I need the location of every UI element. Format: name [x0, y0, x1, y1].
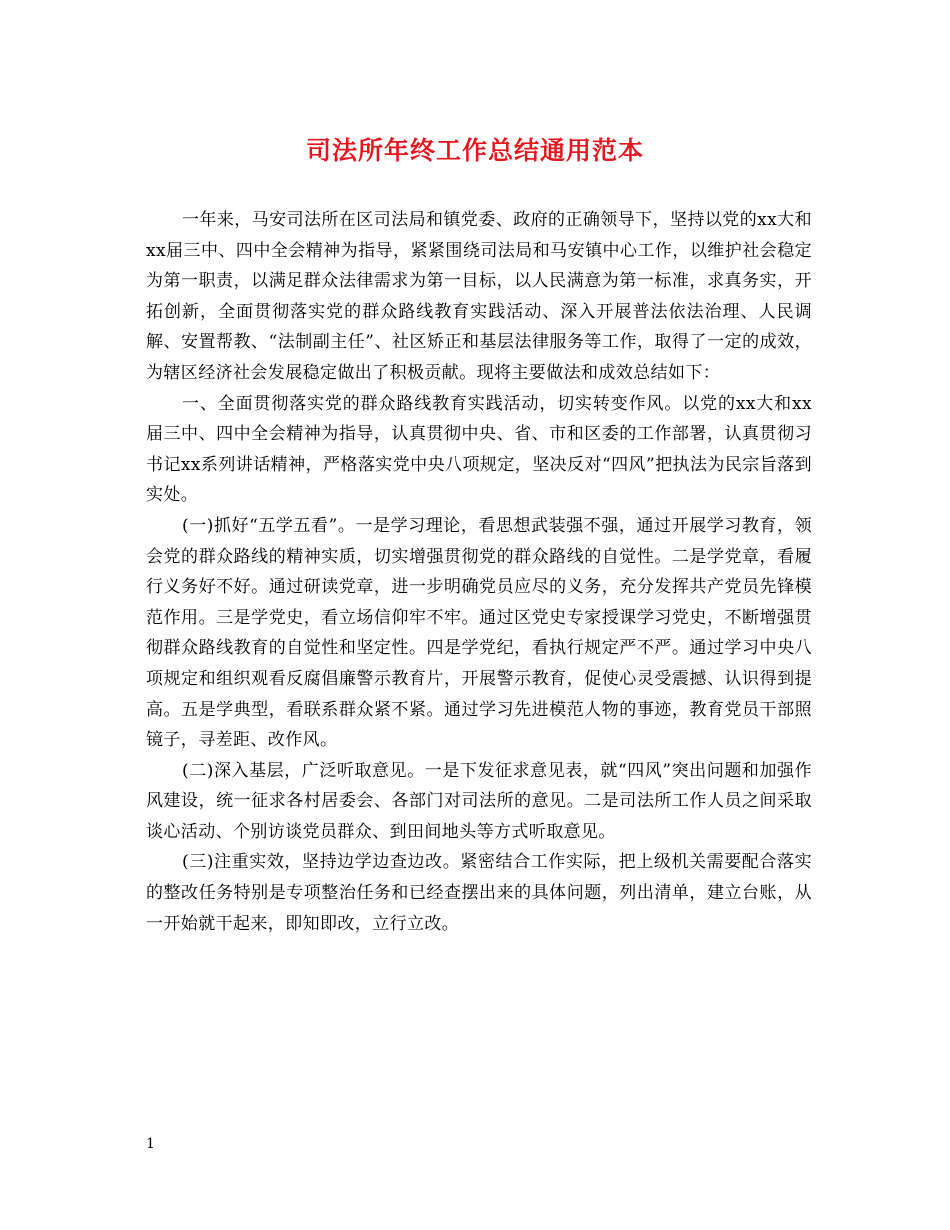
document-body [146, 205, 812, 939]
paragraph-subsection-3: (三)注重实效，坚持边学边查边改。紧密结合工作实际，把上级机关需要配合落实的整改任务特别是专项整治任务和已经查摆出来的具体问题，列出清单，建立台账，从一开始就干起来，即知即改，立行立改。 [146, 852, 812, 934]
paragraph-subsection-1: (一)抓好“五学五看”。一是学习理论，看思想武装强不强，通过开展学习教育，领会党的群众路线的精神实质，切实增强贯彻党的群众路线的自觉性。二是学党章，看履行义务好不好。通过研读党章，进一步明确党员应尽的义务，充分发挥共产党员先锋模范作用。三是学党史，看立场信仰牢不牢。通过区党史专家授课学习党史，不断增强贯彻群众路线教育的自觉性和坚定性。四是学党纪，看执行规定严不严。通过学习中央八项规定和组织观看反腐倡廉警示教育片，开展警示教育，促使心灵受震撼、认识得到提高。五是学典型，看联系群众紧不紧。通过学习先进模范人物的事迹，教育党员干部照镜子，寻差距、改作风。 [146, 515, 812, 751]
paragraph-subsection-2: (二)深入基层，广泛听取意见。一是下发征求意见表，就“四风”突出问题和加强作风建设，统一征求各村居委会、各部门对司法所的意见。二是司法所工作人员之间采取谈心活动、个别访谈党员群众、到田间地头等方式听取意见。 [146, 760, 812, 842]
document-title: 司法所年终工作总结通用范本 [305, 136, 644, 165]
paragraph-section-1: 一、全面贯彻落实党的群众路线教育实践活动，切实转变作风。以党的xx大和xx届三中、四中全会精神为指导，认真贯彻中央、省、市和区委的工作部署，认真贯彻习书记xx系列讲话精神，严格落实党中央八项规定，坚决反对“四风”把执法为民宗旨落到实处。 [146, 393, 812, 506]
paragraph-intro: 一年来，马安司法所在区司法局和镇党委、政府的正确领导下，坚持以党的xx大和xx届三中、四中全会精神为指导，紧紧围绕司法局和马安镇中心工作，以维护社会稳定为第一职责，以满足群众法律需求为第一目标，以人民满意为第一标准，求真务实，开拓创新，全面贯彻落实党的群众路线教育实践活动、深入开展普法依法治理、人民调解、安置帮教、“法制副主任”、社区矫正和基层法律服务等工作，取得了一定的成效，为辖区经济社会发展稳定做出了积极贡献。现将主要做法和成效总结如下： [146, 210, 812, 383]
page-number: 1 [146, 1136, 155, 1152]
